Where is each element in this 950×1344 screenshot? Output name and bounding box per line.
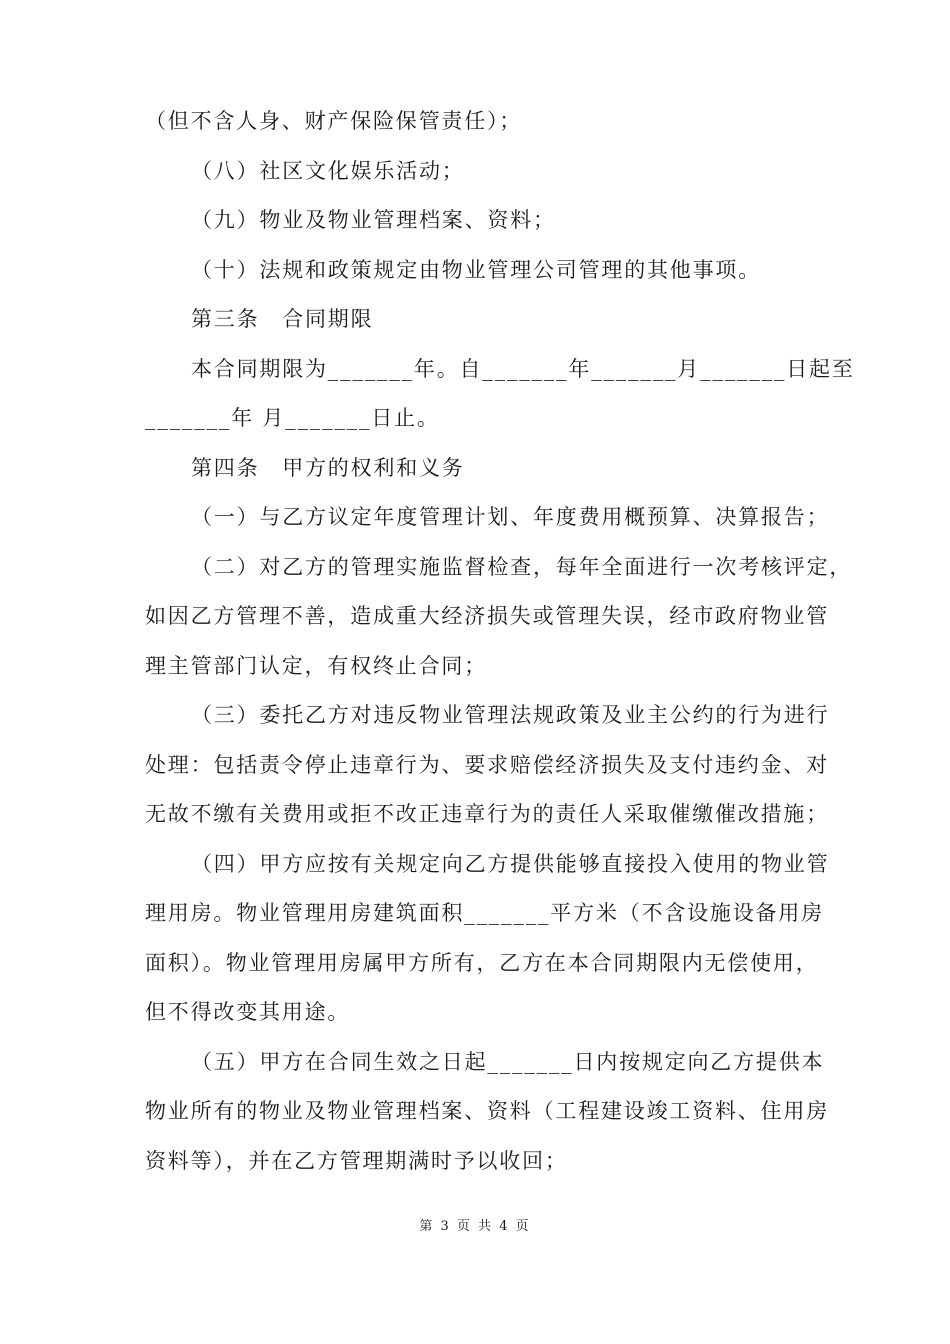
text-line: （三）委托乙方对违反物业管理法规政策及业主公约的行为进行 bbox=[191, 703, 830, 727]
text-line: （一）与乙方议定年度管理计划、年度费用概预算、决算报告； bbox=[191, 505, 830, 529]
text-line: 处理：包括责令停止违章行为、要求赔偿经济损失及支付违约金、对 bbox=[145, 752, 829, 777]
text-line: （九）物业及物业管理档案、资料； bbox=[191, 208, 556, 232]
section-heading: 第四条 甲方的权利和义务 bbox=[191, 455, 465, 480]
section-heading: 第三条 合同期限 bbox=[191, 307, 374, 331]
text-line: 但不得改变其用途。 bbox=[145, 1000, 351, 1024]
text-line: （八）社区文化娱乐活动； bbox=[191, 158, 465, 183]
text-line: 理用房。物业管理用房建筑面积_______平方米（不含设施设备用房 bbox=[145, 901, 824, 925]
text-line: 面积）。物业管理用房属甲方所有，乙方在本合同期限内无偿使用， bbox=[145, 950, 819, 975]
text-line: _______年 月_______日止。 bbox=[145, 406, 440, 430]
text-line: 无故不缴有关费用或拒不改正违章行为的责任人采取催缴催改措施； bbox=[145, 802, 829, 826]
text-line: （但不含人身、财产保险保管责任）； bbox=[145, 109, 523, 133]
text-line: 物业所有的物业及物业管理档案、资料（工程建设竣工资料、住用房 bbox=[145, 1099, 829, 1123]
text-line: （十）法规和政策规定由物业管理公司管理的其他事项。 bbox=[191, 257, 761, 282]
text-line: （四）甲方应按有关规定向乙方提供能够直接投入使用的物业管 bbox=[191, 851, 830, 876]
page-number-footer: 第 3 页 共 4 页 bbox=[419, 1219, 531, 1234]
text-line: （五）甲方在合同生效之日起_______日内按规定向乙方提供本 bbox=[191, 1049, 825, 1074]
text-line: 本合同期限为_______年。自_______年_______月_______日起至 bbox=[191, 356, 855, 381]
document-body bbox=[145, 97, 855, 1186]
text-line: 资料等），并在乙方管理期满时予以收回； bbox=[145, 1148, 568, 1173]
text-line: 理主管部门认定，有权终止合同； bbox=[145, 653, 487, 678]
text-line: （二）对乙方的管理实施监督检查，每年全面进行一次考核评定， bbox=[191, 554, 853, 579]
text-line: 如因乙方管理不善，造成重大经济损失或管理失误，经市政府物业管 bbox=[145, 604, 829, 628]
